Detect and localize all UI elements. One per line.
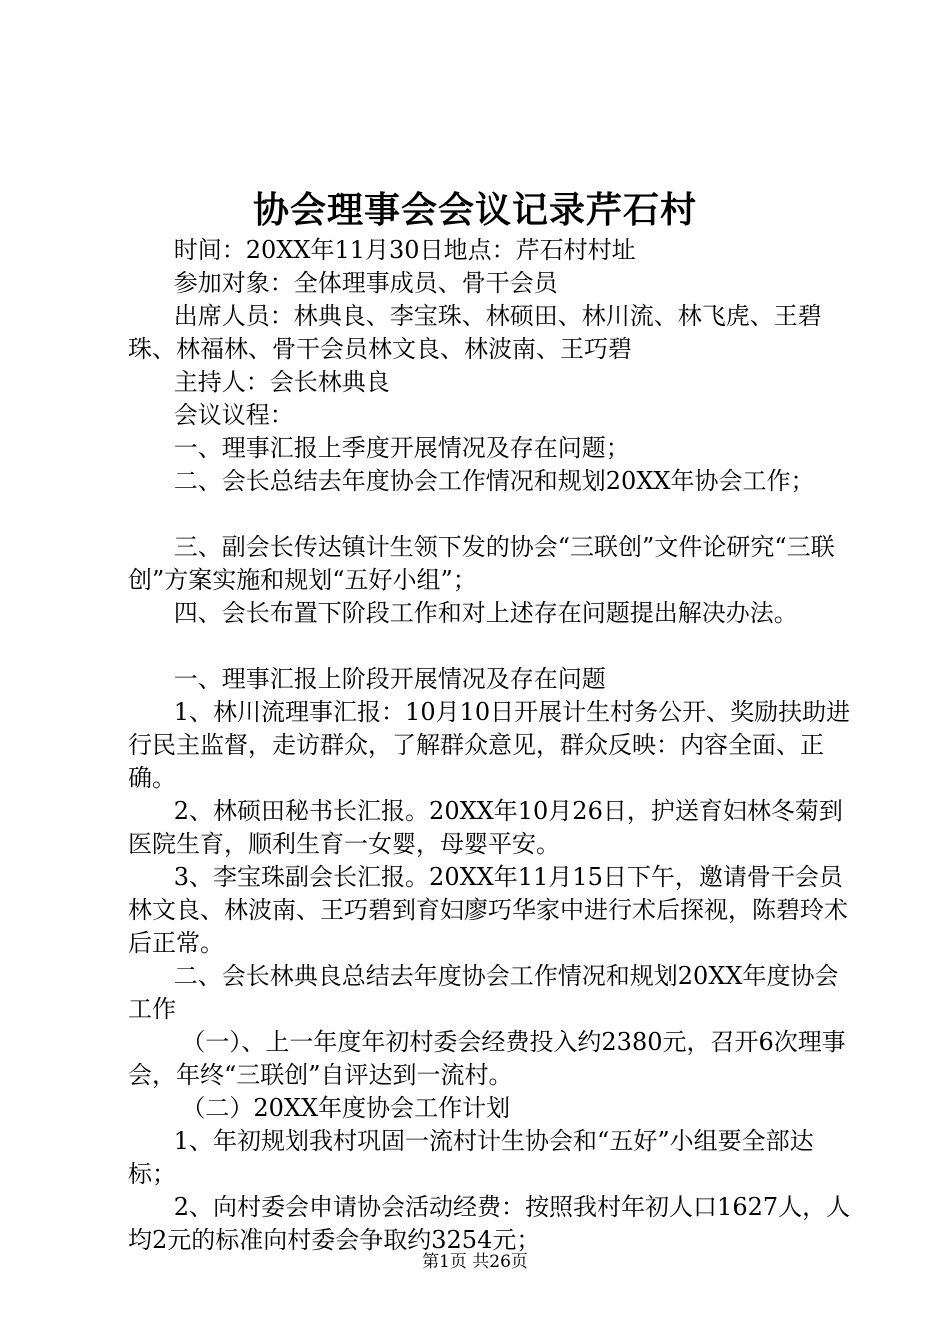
paragraph-host: 主持人：会长林典良 (128, 368, 390, 396)
paragraph-plan-item-1: 1、年初规划我村巩固一流村计生协会和“五好”小组要全部达标； (128, 1127, 814, 1188)
paragraph-report-2: 2、林硕田秘书长汇报。20XX年10月26日，护送育妇林冬菊到医院生育，顺利生育一女婴，母婴平安。 (128, 797, 843, 858)
paragraph-time-location: 时间：20XX年11月30日地点：芹石村村址 (128, 236, 636, 264)
paragraph-section-2-heading: 二、会长林典良总结去年度协会工作情况和规划20XX年度协会工作 (128, 962, 839, 1023)
paragraph-section-1-heading: 一、理事汇报上阶段开展情况及存在问题 (128, 665, 606, 693)
paragraph-subsection-2-heading: （二）20XX年度协会工作计划 (128, 1094, 511, 1122)
paragraph-subsection-1: （一）、上一年度年初村委会经费投入约2380元，召开6次理事会，年终“三联创”自评达到一流村。 (128, 1028, 846, 1089)
paragraph-report-1: 1、林川流理事汇报：10月10日开展计生村务公开、奖励扶助进行民主监督，走访群众，了解群众意见，群众反映：内容全面、正确。 (128, 698, 851, 792)
paragraph-agenda-item-1: 一、理事汇报上季度开展情况及存在问题； (128, 434, 630, 462)
blank-line (128, 630, 854, 663)
paragraph-agenda-item-3: 三、副会长传达镇计生领下发的协会“三联创”文件论研究“三联创”方案实施和规划“五好小组”； (128, 533, 835, 594)
paragraph-report-3: 3、李宝珠副会长汇报。20XX年11月15日下午，邀请骨干会员林文良、林波南、王巧碧到育妇廖巧华家中进行术后探视，陈碧玲术后正常。 (128, 863, 848, 957)
document-body (128, 234, 854, 1257)
paragraph-attendees: 出席人员：林典良、李宝珠、林硕田、林川流、林飞虎、王碧珠、林福林、骨干会员林文良、林波南、王巧碧 (128, 302, 822, 363)
paragraph-agenda-item-4: 四、会长布置下阶段工作和对上述存在问题提出解决办法。 (128, 599, 798, 627)
page-number-footer: 第1页 共26页 (422, 1252, 528, 1272)
paragraph-participants: 参加对象：全体理事成员、骨干会员 (128, 269, 558, 297)
paragraph-agenda-heading: 会议议程： (128, 401, 294, 429)
blank-line (128, 498, 854, 531)
paragraph-plan-item-2: 2、向村委会申请协会活动经费：按照我村年初人口1627人，人均2元的标准向村委会争取约3254元； (128, 1193, 851, 1254)
paragraph-agenda-item-2: 二、会长总结去年度协会工作情况和规划20XX年协会工作； (128, 467, 815, 495)
document-title: 协会理事会会议记录芹石村 (252, 189, 697, 231)
